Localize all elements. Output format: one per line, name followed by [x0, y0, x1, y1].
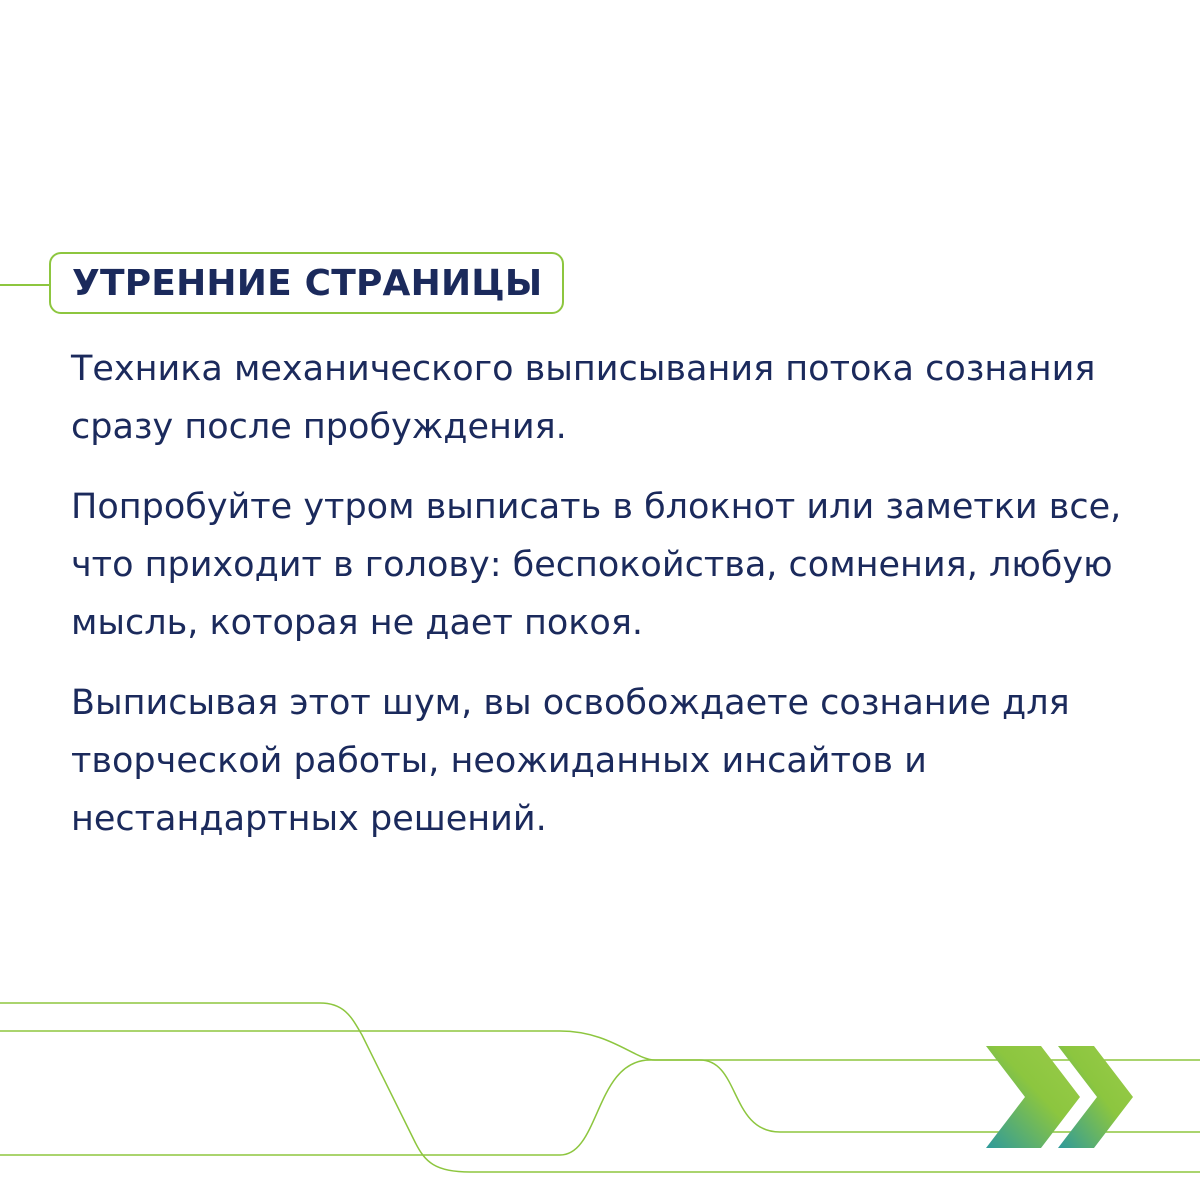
paragraph-line: мысль, которая не дает покоя.	[71, 603, 643, 643]
page-title: УТРЕННИЕ СТРАНИЦЫ	[72, 262, 543, 304]
paragraph-2	[71, 478, 1151, 652]
paragraph-line: что приходит в голову: беспокойства, сомнения, любую	[71, 545, 1113, 585]
title-badge	[49, 252, 564, 314]
paragraph-line: Техника механического выписывания потока сознания	[71, 349, 1096, 389]
paragraph-3	[71, 674, 1151, 848]
body-text	[71, 340, 1151, 870]
paragraph-line: творческой работы, неожиданных инсайтов и	[71, 741, 927, 781]
paragraph-line: нестандартных решений.	[71, 799, 547, 839]
paragraph-1	[71, 340, 1151, 456]
paragraph-line: Попробуйте утром выписать в блокнот или заметки все,	[71, 487, 1122, 527]
paragraph-line: сразу после пробуждения.	[71, 407, 567, 447]
paragraph-line: Выписывая этот шум, вы освобождаете сознание для	[71, 683, 1070, 723]
title-connector-line	[0, 284, 50, 286]
